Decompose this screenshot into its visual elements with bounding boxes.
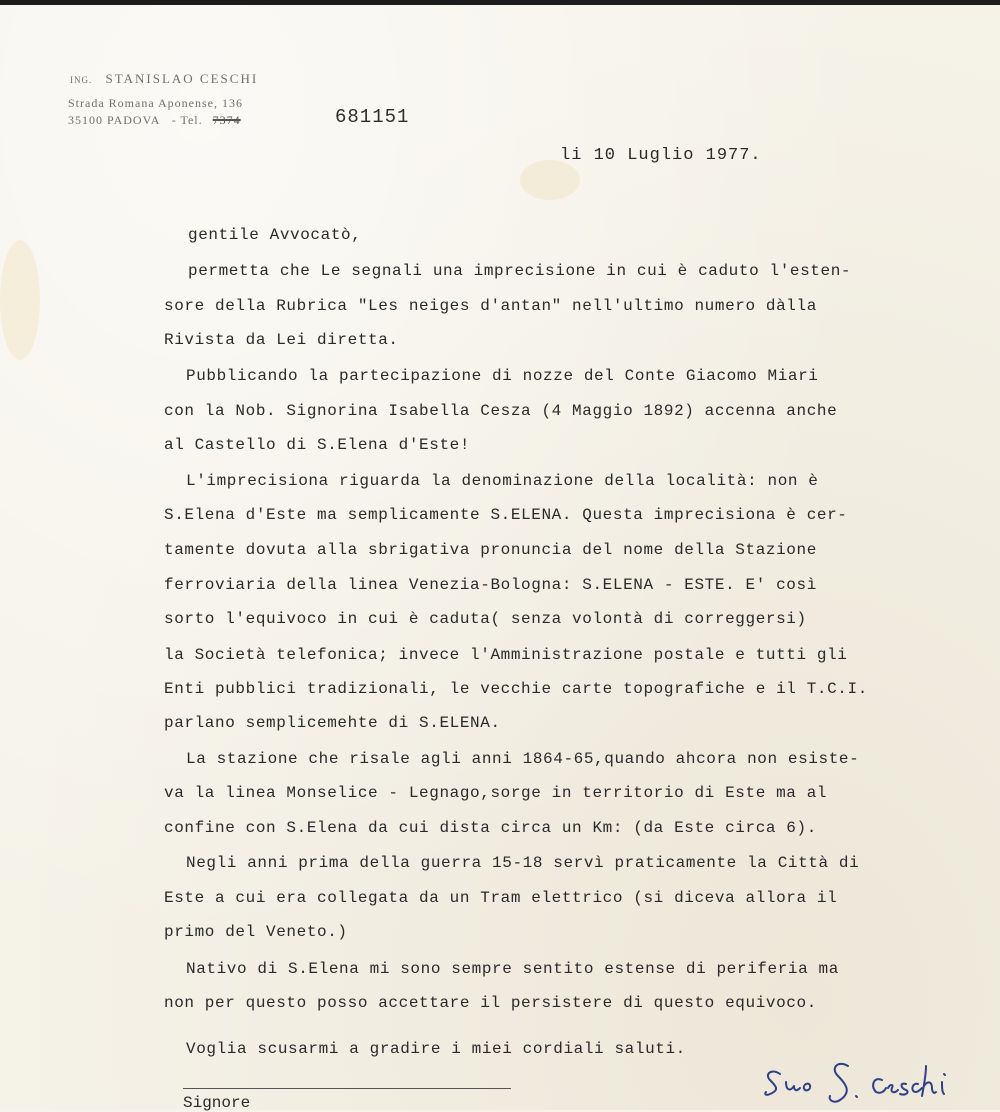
addressee: Signore xyxy=(183,1094,251,1112)
body-line: sore della Rubrica "Les neiges d'antan" nell'ultimo numero dàlla xyxy=(164,297,817,315)
body-line: Negli anni prima della guerra 15-18 servì praticamente la Città di xyxy=(186,854,860,872)
body-line: non per questo posso accettare il persistere di questo equivoco. xyxy=(164,994,817,1012)
body-line: La stazione che risale agli anni 1864-65,quando ahcora non esiste- xyxy=(186,750,860,768)
body-line: al Castello di S.Elena d'Este! xyxy=(164,436,471,454)
paper-stain xyxy=(520,160,580,200)
letterhead-street: Strada Romana Aponense, 136 xyxy=(68,96,243,110)
handwritten-signature xyxy=(760,1052,960,1110)
body-line: L'imprecisiona riguarda la denominazione della località: non è xyxy=(186,472,819,490)
body-line: Pubblicando la partecipazione di nozze del Conte Giacomo Miari xyxy=(186,367,819,385)
body-line: Este a cui era collegata da un Tram elettrico (si diceva allora il xyxy=(164,889,838,907)
salutation: gentile Avvocatò, xyxy=(188,226,362,244)
body-line: va la linea Monselice - Legnago,sorge in territorio di Este ma al xyxy=(164,784,828,802)
body-line: con la Nob. Signorina Isabella Cesza (4 Maggio 1892) accenna anche xyxy=(164,402,838,420)
body-line: Enti pubblici tradizionali, le vecchie carte topografiche e il T.C.I. xyxy=(164,680,868,698)
letterhead-title-prefix: ING. xyxy=(70,75,93,85)
body-line: Rivista da Lei diretta. xyxy=(164,331,399,349)
body-line: Nativo di S.Elena mi sono sempre sentito estense di periferia ma xyxy=(186,960,839,978)
body-line: confine con S.Elena da cui dista circa un Km: (da Este circa 6). xyxy=(164,819,817,837)
body-line: la Società telefonica; invece l'Amministrazione postale e tutti gli xyxy=(164,646,848,664)
body-line: tamente dovuta alla sbrigativa pronuncia del nome della Stazione xyxy=(164,541,817,559)
letter-date: li 10 Luglio 1977. xyxy=(560,146,762,165)
body-line: S.Elena d'Este ma semplicamente S.ELENA. Questa imprecisiona è cer- xyxy=(164,506,848,524)
letterhead-struck-phone: 7374 xyxy=(212,113,241,127)
scan-top-edge xyxy=(0,0,1000,5)
body-line: primo del Veneto.) xyxy=(164,923,348,941)
letterhead-city: 35100 PADOVA xyxy=(68,113,160,127)
typed-phone-number: 681151 xyxy=(335,106,410,128)
letterhead-city-line xyxy=(68,113,241,128)
letterhead-name: STANISLAO CESCHI xyxy=(105,71,259,86)
addressee-rule xyxy=(183,1088,511,1089)
body-line: ferroviaria della linea Venezia-Bologna: S.ELENA - ESTE. E' così xyxy=(164,576,817,594)
closing-line: Voglia scusarmi a gradire i miei cordiali saluti. xyxy=(186,1040,686,1058)
letterhead-name-line xyxy=(70,71,258,87)
paper-stain xyxy=(0,240,40,360)
body-line: permetta che Le segnali una imprecisione in cui è caduto l'esten- xyxy=(188,262,852,280)
body-line: parlano semplicemehte di S.ELENA. xyxy=(164,714,501,732)
body-line: sorto l'equivoco in cui è caduta( senza volontà di correggersi) xyxy=(164,610,807,628)
letterhead-tel-label: - Tel. xyxy=(171,113,203,127)
